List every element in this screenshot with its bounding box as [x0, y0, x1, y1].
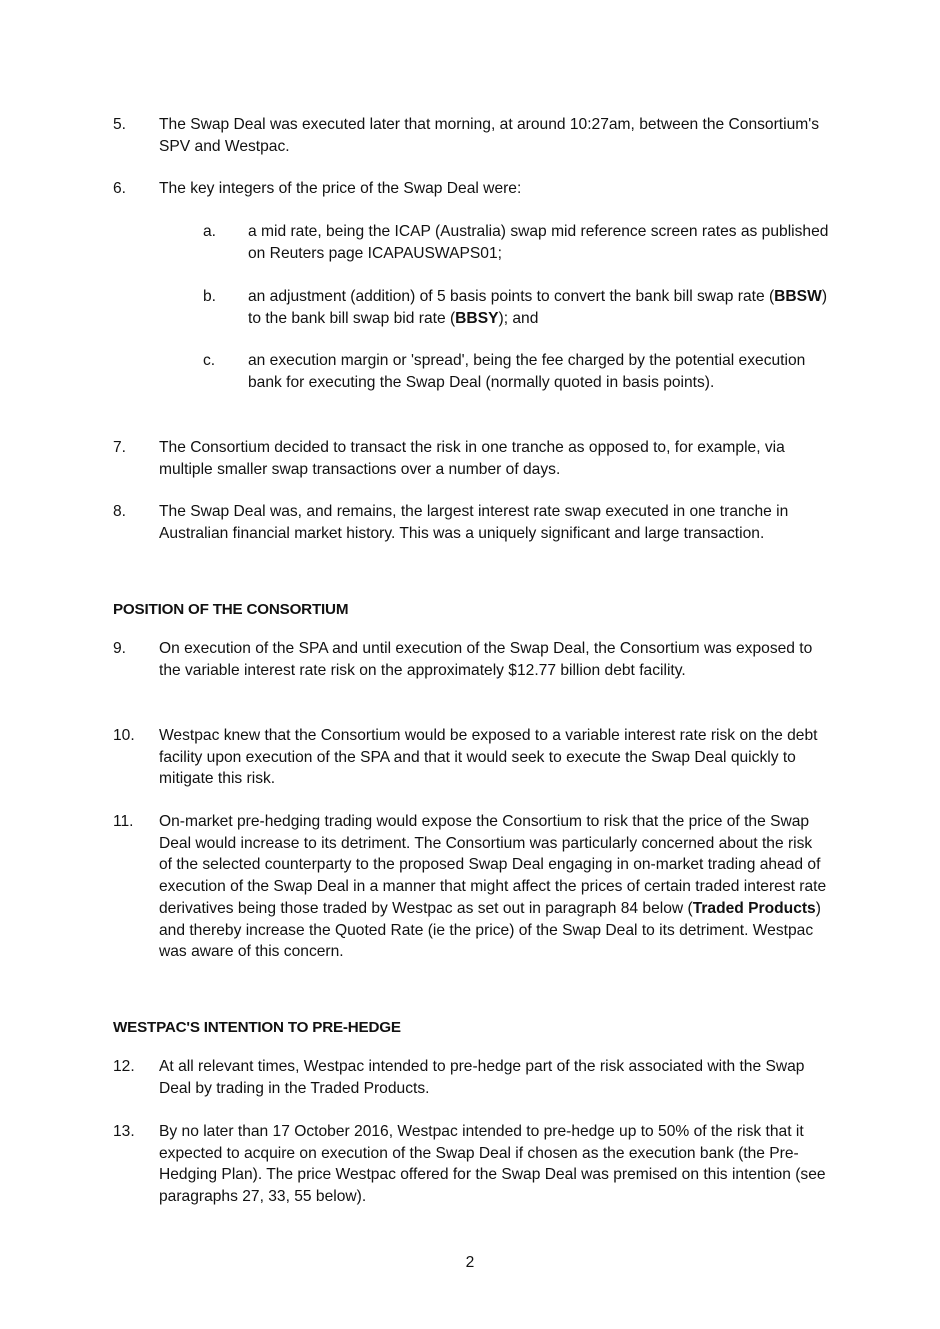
paragraph-number: 8. — [113, 503, 127, 520]
paragraph-number: 6. — [113, 180, 127, 197]
paragraph-number: 9. — [113, 640, 127, 657]
paragraph-text: The Swap Deal was, and remains, the largest interest rate swap executed in one tranche in Australian financial market history. This was a uniquely significant and large transaction. — [159, 503, 789, 542]
subitem-text — [248, 286, 830, 329]
paragraph-number: 5. — [113, 116, 127, 133]
paragraph-number: 11. — [113, 813, 134, 830]
text-run: ) to the bank bill swap bid rate ( — [248, 288, 828, 327]
paragraph-number: 13. — [113, 1123, 135, 1140]
text-run: On-market pre-hedging trading would expose the Consortium to risk that the price of the Swap Deal would increase to its detriment. The Consortium was particularly concerned about the risk of the selected counterparty to the proposed Swap Deal engaging in on-market trading ahead of execution of the Swap Deal in a manner that might affect the prices of certain traded interest rate derivatives being those traded by Westpac as set out in paragraph 84 below ( — [159, 813, 827, 917]
subitem-letter: a. — [203, 223, 217, 240]
paragraph-text: At all relevant times, Westpac intended to pre-hedge part of the risk associated with the Swap Deal by trading in the Traded Products. — [159, 1058, 805, 1097]
section-heading: POSITION OF THE CONSORTIUM — [113, 601, 349, 618]
defined-term-bbsy: BBSY — [455, 309, 499, 327]
paragraph-text: Westpac knew that the Consortium would be exposed to a variable interest rate risk on the debt facility upon execution of the SPA and that it would seek to execute the Swap Deal quickly to mitigate this risk. — [159, 727, 818, 788]
subitem-text: an execution margin or 'spread', being the fee charged by the potential execution bank for executing the Swap Deal (normally quoted in basis points). — [248, 352, 806, 391]
paragraph-number: 10. — [113, 727, 135, 744]
paragraph-text: The Swap Deal was executed later that morning, at around 10:27am, between the Consortium's SPV and Westpac. — [159, 116, 820, 155]
text-run: ); and — [498, 309, 539, 327]
paragraph-text: The Consortium decided to transact the risk in one tranche as opposed to, for example, via multiple smaller swap transactions over a number of days. — [159, 439, 785, 478]
subitem-text: a mid rate, being the ICAP (Australia) swap mid reference screen rates as published on Reuters page ICAPAUSWAPS01; — [248, 223, 829, 262]
text-run: an adjustment (addition) of 5 basis points to convert the bank bill swap rate ( — [248, 288, 775, 305]
paragraph-text: The key integers of the price of the Swap Deal were: — [159, 180, 522, 197]
text-run: ) and thereby increase the Quoted Rate (ie the price) of the Swap Deal to its detriment. Westpac was aware of this concern. — [159, 899, 821, 961]
page-number: 2 — [465, 1254, 475, 1271]
section-heading: WESTPAC'S INTENTION TO PRE-HEDGE — [113, 1019, 401, 1036]
paragraph-number: 12. — [113, 1058, 135, 1075]
paragraph-number: 7. — [113, 439, 127, 456]
subitem-letter: c. — [203, 352, 216, 369]
paragraph-text: On execution of the SPA and until execution of the Swap Deal, the Consortium was exposed to the variable interest rate risk on the approximately $12.77 billion debt facility. — [159, 640, 813, 679]
subitem-letter: b. — [203, 288, 217, 305]
defined-term-bbsw: BBSW — [774, 288, 822, 305]
paragraph-text: By no later than 17 October 2016, Westpac intended to pre-hedge up to 50% of the risk that it expected to acquire on execution of the Swap Deal if chosen as the execution bank (the Pre-Hedging Plan). The price Westpac offered for the Swap Deal was premised on this intention (see paragraphs 27, 33, 55 below). — [159, 1123, 826, 1206]
paragraph-text — [159, 811, 829, 963]
defined-term-traded-products: Traded Products — [692, 899, 816, 917]
